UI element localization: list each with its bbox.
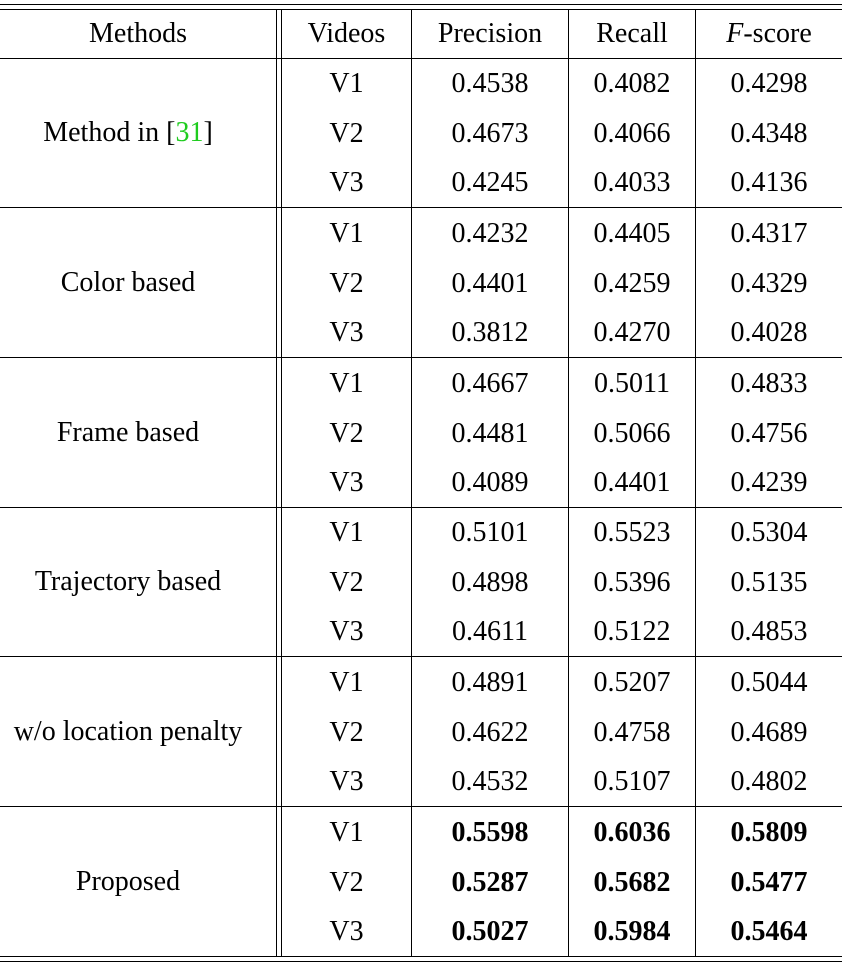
precision-cell: 0.3812 (451, 317, 529, 349)
fscore-cell: 0.4136 (730, 167, 808, 199)
method-label (0, 59, 256, 207)
method-label: Color based (60, 267, 196, 298)
precision-cell: 0.4481 (451, 417, 529, 449)
video-cell: V3 (329, 467, 364, 499)
header-precision: Precision (437, 18, 543, 49)
recall-cell: 0.5066 (593, 417, 671, 449)
precision-cell: 0.4532 (451, 766, 529, 798)
video-cell: V1 (329, 217, 364, 249)
precision-cell: 0.4089 (451, 467, 529, 499)
recall-cell: 0.4259 (593, 267, 671, 299)
recall-cell: 0.4758 (593, 716, 671, 748)
citation-link[interactable]: 31 (175, 117, 204, 148)
fscore-cell: 0.4833 (730, 367, 808, 399)
precision-cell: 0.5101 (451, 516, 529, 548)
video-cell: V2 (329, 716, 364, 748)
recall-cell: 0.4270 (593, 317, 671, 349)
recall-cell: 0.5207 (593, 666, 671, 698)
recall-cell: 0.5984 (593, 916, 671, 948)
fscore-cell: 0.4329 (730, 267, 808, 299)
fscore-cell: 0.5464 (730, 916, 808, 948)
method-text: Method in [ (43, 117, 176, 148)
recall-cell: 0.4066 (593, 117, 671, 149)
recall-cell: 0.5523 (593, 516, 671, 548)
video-cell: V1 (329, 367, 364, 399)
video-cell: V2 (329, 417, 364, 449)
fscore-cell: 0.4756 (730, 417, 808, 449)
recall-cell: 0.5011 (594, 367, 670, 399)
video-cell: V1 (329, 816, 364, 848)
video-cell: V3 (329, 317, 364, 349)
precision-cell: 0.4673 (451, 117, 529, 149)
fscore-cell: 0.4689 (730, 716, 808, 748)
fscore-cell: 0.5809 (730, 816, 808, 848)
recall-cell: 0.5122 (593, 616, 671, 648)
fscore-cell: 0.4802 (730, 766, 808, 798)
precision-cell: 0.4891 (451, 666, 529, 698)
method-label: Proposed (75, 866, 181, 897)
header-fscore (696, 10, 842, 58)
double-separator-left (276, 9, 277, 956)
fscore-cell: 0.4853 (730, 616, 808, 648)
fscore-cell: 0.4348 (730, 117, 808, 149)
recall-cell: 0.5396 (593, 566, 671, 598)
precision-cell: 0.5598 (451, 816, 529, 848)
video-cell: V3 (329, 616, 364, 648)
recall-cell: 0.4401 (593, 467, 671, 499)
fscore-cell: 0.4298 (730, 67, 808, 99)
video-cell: V1 (329, 516, 364, 548)
fscore-cell: 0.4028 (730, 317, 808, 349)
fscore-suffix: -score (743, 18, 812, 49)
method-label: Frame based (56, 417, 200, 448)
fscore-cell: 0.5135 (730, 566, 808, 598)
fscore-cell: 0.4239 (730, 467, 808, 499)
bottom-rule-second (0, 961, 842, 962)
recall-cell: 0.4405 (593, 217, 671, 249)
video-cell: V2 (329, 866, 364, 898)
precision-cell: 0.4245 (451, 167, 529, 199)
method-text-suffix: ] (203, 117, 213, 148)
header-recall: Recall (596, 18, 668, 49)
video-cell: V1 (329, 67, 364, 99)
video-cell: V1 (329, 666, 364, 698)
method-label: w/o location penalty (13, 716, 243, 747)
fscore-cell: 0.4317 (730, 217, 808, 249)
precision-cell: 0.4898 (451, 566, 529, 598)
precision-cell: 0.4401 (451, 267, 529, 299)
fscore-cell: 0.5477 (730, 866, 808, 898)
video-cell: V2 (329, 267, 364, 299)
header-videos: Videos (307, 18, 386, 49)
video-cell: V3 (329, 167, 364, 199)
precision-cell: 0.5287 (451, 866, 529, 898)
recall-cell: 0.5107 (593, 766, 671, 798)
header-methods: Methods (89, 18, 187, 49)
recall-cell: 0.6036 (593, 816, 671, 848)
video-cell: V3 (329, 766, 364, 798)
precision-cell: 0.5027 (451, 916, 529, 948)
precision-cell: 0.4622 (451, 716, 529, 748)
precision-cell: 0.4611 (452, 616, 528, 648)
precision-cell: 0.4538 (451, 67, 529, 99)
precision-cell: 0.4667 (451, 367, 529, 399)
recall-cell: 0.4082 (593, 67, 671, 99)
fscore-cell: 0.5304 (730, 516, 808, 548)
video-cell: V3 (329, 916, 364, 948)
fscore-symbol: F (726, 18, 744, 49)
top-rule (0, 4, 842, 5)
method-label: Trajectory based (34, 566, 222, 597)
recall-cell: 0.4033 (593, 167, 671, 199)
fscore-cell: 0.5044 (730, 666, 808, 698)
recall-cell: 0.5682 (593, 866, 671, 898)
video-cell: V2 (329, 566, 364, 598)
video-cell: V2 (329, 117, 364, 149)
precision-cell: 0.4232 (451, 217, 529, 249)
